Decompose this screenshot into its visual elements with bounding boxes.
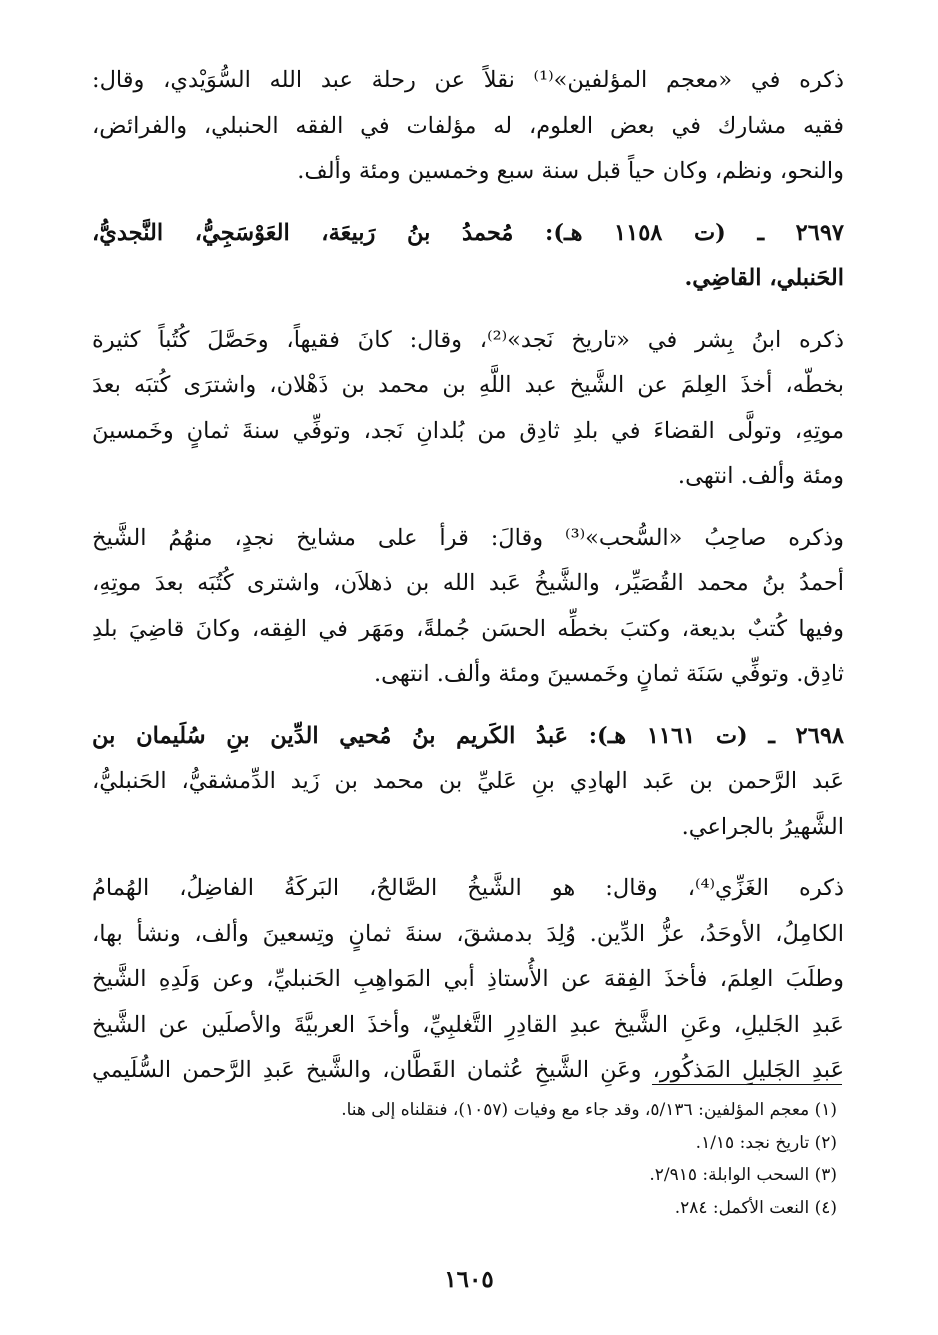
entry-heading-line: ٢٦٩٨ ـ (ت ١١٦١ هـ): عَبدُ الكَريم بنُ مُحيي الدِّين بنِ سُلَيمان بن — [92, 722, 844, 749]
footnote-item: (٣) السحب الوابلة: ٢/٩١٥. — [649, 1165, 837, 1185]
text-line: الكامِلُ، الأوحَدُ، عزُّ الدِّين. وُلِدَ بدمشقَ، سنةَ ثمانٍ وتِسعينَ وألف، ونشأ بها، — [92, 920, 844, 947]
text-line: ذكره ابنُ بِشر في «تاريخ نَجد»⁽²⁾، وقال: كانَ فقيهاً، وحَصَّلَ كُتُباً كثيرة — [92, 326, 844, 353]
text-line: والنحو، ونظم، وكان حياً قبل سنة سبع وخمسين ومئة وألف. — [297, 158, 844, 184]
text-line: وذكره صاحِبُ «السُّحب»⁽³⁾ وقالَ: قرأ على مشايخ نجدٍ، منهُمُ الشَّيخ — [92, 524, 844, 551]
text-line: عَبدِ الجَليلِ، وعَنِ الشَّيخ عبدِ القادِرِ التَّغلبِيِّ، وأخذَ العربيَّةَ والأصلَين عن الشَّيخ — [92, 1011, 844, 1038]
footnote-item: (١) معجم المؤلفين: ٥/١٣٦، وقد جاء مع وفيات (١٠٥٧)، فنقلناه إلى هنا. — [341, 1100, 837, 1120]
text-line: وفيها كُتبٌ بديعة، وكتبَ بخطِّه الحسَن جُملةً، ومَهَر في الفِقه، وكانَ قاضِيَ بلدِ — [92, 615, 844, 642]
page-body — [92, 58, 844, 1110]
footnote-item: (٤) النعت الأكمل: ٢٨٤. — [674, 1197, 837, 1218]
footnote-item: (٢) تاريخ نجد: ١/١٥. — [695, 1132, 837, 1153]
text-line: ذكره الغَزِّي⁽⁴⁾، وقال: هو الشَّيخُ الصَّالحُ، البَركَةُ الفاضِلُ، الهُمامُ — [92, 875, 844, 901]
footnote-separator — [652, 1084, 842, 1085]
text-line: ثادِق. وتوفِّي سَنَة ثمانٍ وخَمسينَ ومئة وألف. انتهى. — [374, 661, 844, 687]
paragraph-6 — [92, 866, 844, 1094]
text-line: فقيه مشارك في بعض العلوم، له مؤلفات في الفقه الحنبلي، والفرائض، — [92, 112, 844, 139]
entry-heading-line: ٢٦٩٧ ـ (ت ١١٥٨ هـ): مُحمدُ بنُ رَبيعَة، العَوْسَجِيُّ، النَّجديُّ، — [92, 219, 844, 246]
text-line: ذكره في «معجم المؤلفين»⁽¹⁾ نقلاً عن رحلة عبد الله السُّوَيْدي، وقال: — [92, 67, 844, 93]
entry-2697-heading — [92, 211, 844, 302]
entry-heading-line: الحَنبلي، القاضِي. — [684, 265, 844, 291]
paragraph-3 — [92, 318, 844, 500]
paragraph-4 — [92, 516, 844, 698]
text-line: أحمدُ بنُ محمد القُصَيِّر، والشَّيخُ عَبد الله بن ذهلاَن، واشترى كُتُبَه بعدَ موتِهِ، — [92, 570, 844, 596]
entry-2698-heading — [92, 714, 844, 851]
text-line: بخطّه، أخذَ العِلمَ عن الشَّيخ عبد اللَّهِ بن محمد بن ذَهْلان، واشترَى كُتبَه بعدَ — [92, 372, 844, 398]
page-number: ١٦٠٥ — [444, 1266, 494, 1293]
footnotes — [92, 1094, 837, 1224]
text-line: ومئة وألف. انتهى. — [677, 463, 844, 489]
text-line: عَبد الرَّحمن بن عَبد الهادِي بنِ عَليِّ بن محمد بن زَيد الدِّمشقيُّ، الحَنبليُّ، — [92, 768, 844, 794]
text-line: الشَّهيرُ بالجراعي. — [681, 813, 844, 840]
text-line: وطلَبَ العِلمَ، فأخذَ الفِقهَ عن الأُستاذِ أبي المَواهِبِ الحَنبليِّ، وعن وَلَدِهِ الشَّيخ — [92, 966, 844, 992]
text-line: عَبدِ الجَليلِ المَذكُور، وعَنِ الشَّيخِ عُثمان القَطَّان، والشَّيخ عَبدِ الرَّحمن السُّلَيمي — [92, 1057, 844, 1083]
paragraph-1 — [92, 58, 844, 195]
text-line: موتِهِ، وتولَّى القضاءَ في بلدِ ثادِق من بُلدانِ نَجد، وتوفِّي سنةَ ثمانٍ وخَمسينَ — [92, 417, 844, 444]
